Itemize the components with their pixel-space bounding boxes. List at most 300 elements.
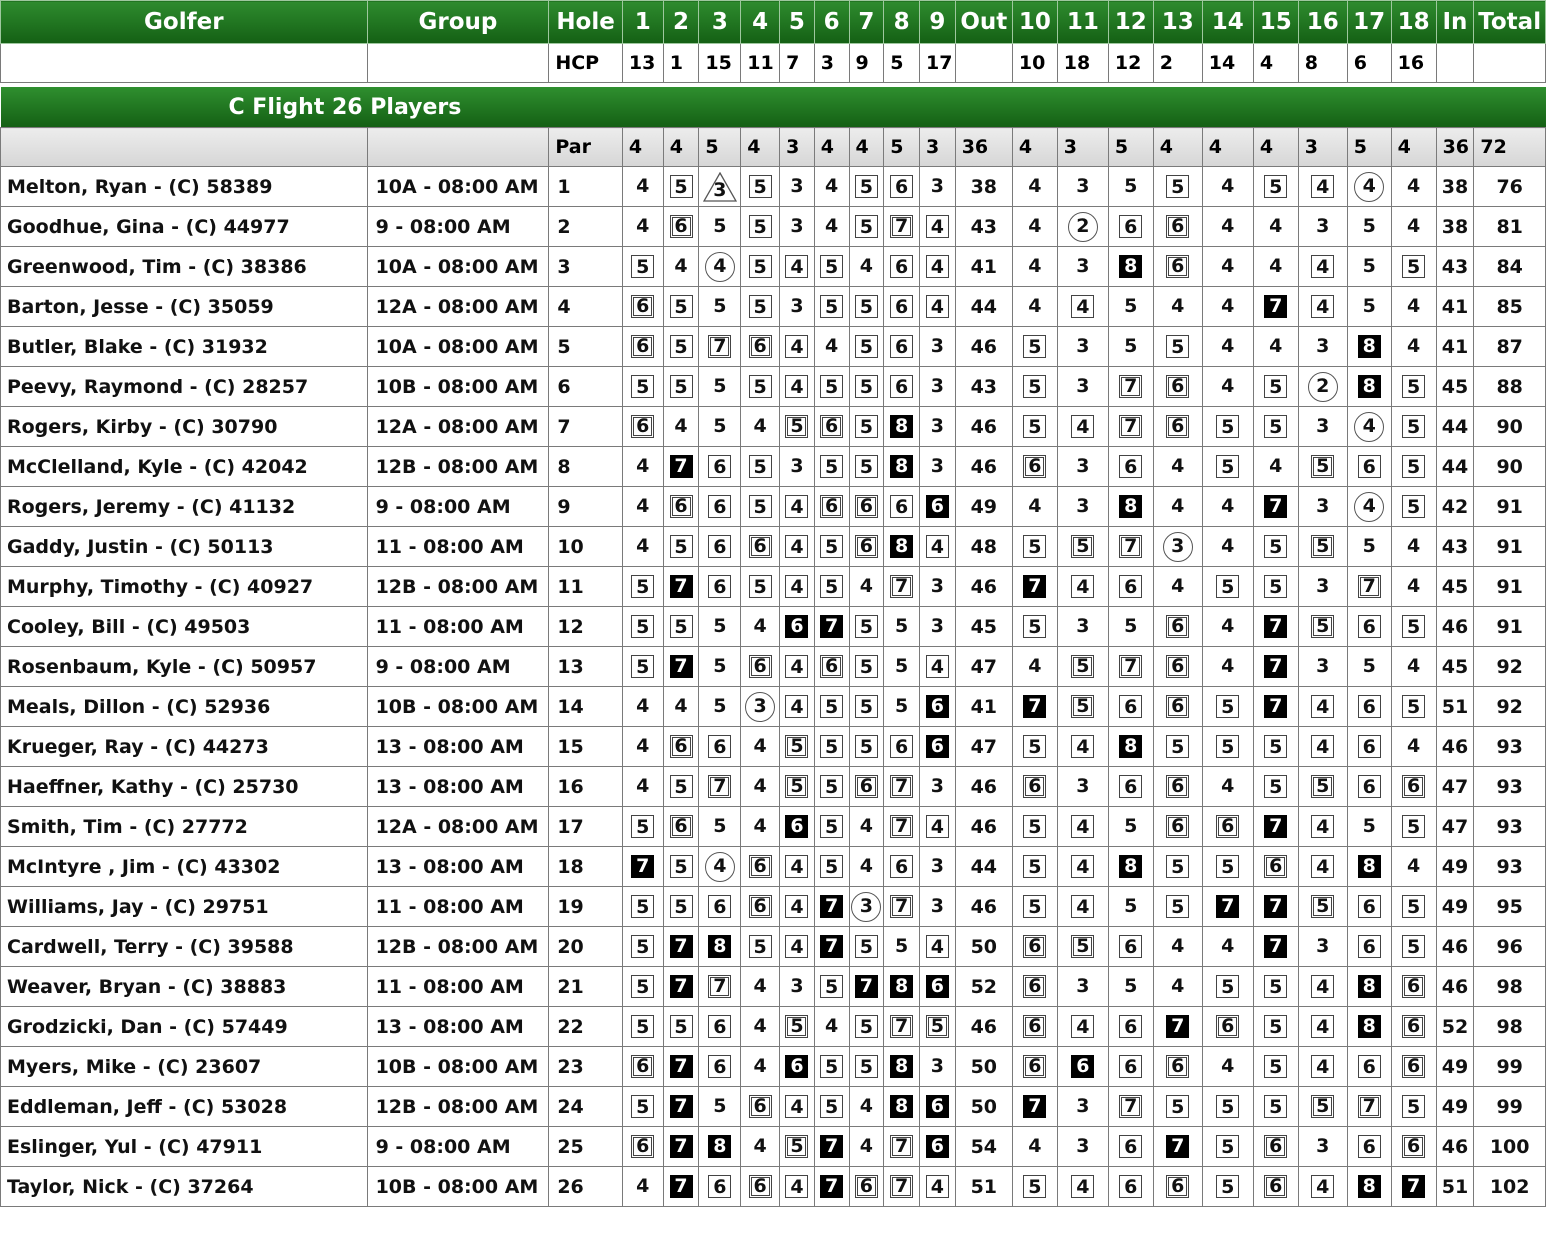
hole-score (1012, 487, 1057, 527)
hole-score (1253, 167, 1298, 207)
score-value: 5 (713, 695, 727, 717)
player-row[interactable] (1, 287, 1546, 327)
hole-score (1253, 567, 1298, 607)
hole-score (1347, 287, 1391, 327)
score-value: 5 (1023, 895, 1046, 918)
score-value: 6 (1166, 815, 1189, 838)
hole-score (1202, 607, 1253, 647)
score-value: 4 (785, 855, 808, 878)
hole-score (1253, 967, 1298, 1007)
score-value: 7 (1264, 935, 1287, 958)
par-cell: 4 (741, 128, 780, 167)
score-value: 6 (708, 535, 731, 558)
score-value: 5 (713, 615, 727, 637)
hole-score (1012, 247, 1057, 287)
hole-score (1057, 607, 1108, 647)
player-name[interactable]: Gaddy, Justin - (C) 50113 (1, 527, 368, 567)
score-value: 5 (855, 175, 878, 198)
player-name[interactable]: Cooley, Bill - (C) 49503 (1, 607, 368, 647)
score-value: 6 (890, 855, 913, 878)
score-value: 5 (749, 935, 772, 958)
hole-score (699, 447, 741, 487)
score-value: 6 (1216, 1015, 1239, 1038)
score-value: 5 (855, 735, 878, 758)
score-value: 5 (1216, 575, 1239, 598)
hole-score (1057, 807, 1108, 847)
player-name[interactable]: Eslinger, Yul - (C) 47911 (1, 1127, 368, 1167)
hole-score (849, 1167, 884, 1207)
hole-score (919, 527, 955, 567)
player-row[interactable] (1, 1007, 1546, 1047)
score-value: 4 (1221, 615, 1235, 637)
score-value: 4 (926, 655, 949, 678)
score-value: 3 (1316, 215, 1330, 237)
player-name[interactable]: Weaver, Bryan - (C) 38883 (1, 967, 368, 1007)
player-group: 10B - 08:00 AM (367, 367, 549, 407)
score-value: 3 (930, 895, 944, 917)
player-group: 10A - 08:00 AM (367, 327, 549, 367)
player-row[interactable] (1, 767, 1546, 807)
player-row[interactable] (1, 1167, 1546, 1207)
hole-score (699, 247, 741, 287)
score-value: 4 (859, 855, 873, 877)
hole-score (741, 1007, 780, 1047)
hole-score (1108, 247, 1153, 287)
player-row[interactable] (1, 887, 1546, 927)
hcp-cell: 12 (1108, 44, 1153, 83)
player-name[interactable]: Melton, Ryan - (C) 58389 (1, 167, 368, 207)
hole-header-17: 17 (1347, 1, 1391, 44)
hole-score (919, 447, 955, 487)
hole-score (1153, 887, 1202, 927)
hole-score (1202, 807, 1253, 847)
score-value: 5 (749, 255, 772, 278)
score-value: 6 (1358, 615, 1381, 638)
score-value: 4 (1071, 575, 1094, 598)
hole-score (814, 1167, 849, 1207)
total-score: 90 (1474, 407, 1546, 447)
score-value: 6 (1023, 1055, 1046, 1078)
hole-score (1253, 887, 1298, 927)
hole-score (699, 887, 741, 927)
score-value: 3 (1076, 455, 1090, 477)
score-value: 7 (1216, 895, 1239, 918)
score-value: 3 (1316, 495, 1330, 517)
player-name[interactable]: Haeffner, Kathy - (C) 25730 (1, 767, 368, 807)
hole-score (1298, 367, 1347, 407)
hole-score (919, 207, 955, 247)
hole-score (1202, 967, 1253, 1007)
hole-score (1391, 1007, 1436, 1047)
score-value: 6 (749, 1175, 772, 1198)
hole-header-7: 7 (849, 1, 884, 44)
in-score: 49 (1436, 1087, 1474, 1127)
score-value: 5 (855, 415, 878, 438)
score-value: 7 (670, 1175, 693, 1198)
player-group: 10A - 08:00 AM (367, 247, 549, 287)
player-name[interactable]: Rogers, Jeremy - (C) 41132 (1, 487, 368, 527)
player-row[interactable] (1, 407, 1546, 447)
score-value: 5 (1264, 175, 1287, 198)
hole-score (1298, 207, 1347, 247)
in-score: 43 (1436, 247, 1474, 287)
score-value: 7 (1119, 415, 1142, 438)
score-value: 3 (1076, 335, 1090, 357)
score-value: 4 (1311, 1055, 1334, 1078)
hole-score (1391, 487, 1436, 527)
score-value: 5 (820, 1055, 843, 1078)
player-row[interactable] (1, 847, 1546, 887)
player-name[interactable]: Murphy, Timothy - (C) 40927 (1, 567, 368, 607)
score-value: 4 (785, 695, 808, 718)
player-name[interactable]: McClelland, Kyle - (C) 42042 (1, 447, 368, 487)
hole-score (814, 1087, 849, 1127)
player-row[interactable] (1, 967, 1546, 1007)
score-value: 4 (1071, 415, 1094, 438)
hole-score (780, 1087, 815, 1127)
player-name[interactable]: Rogers, Kirby - (C) 30790 (1, 407, 368, 447)
score-value: 6 (1119, 1055, 1142, 1078)
score-value: 6 (631, 295, 654, 318)
hole-score (919, 647, 955, 687)
group-header[interactable]: Group (367, 1, 549, 44)
player-row[interactable] (1, 487, 1546, 527)
score-value: 4 (1171, 575, 1185, 597)
score-value: 4 (1171, 975, 1185, 997)
score-value: 5 (749, 495, 772, 518)
score-value: 4 (785, 1175, 808, 1198)
player-name[interactable]: Cardwell, Terry - (C) 39588 (1, 927, 368, 967)
hole-score (1347, 1007, 1391, 1047)
hole-score (741, 1127, 780, 1167)
hole-score (622, 1047, 663, 1087)
score-value: 5 (1264, 575, 1287, 598)
hcp-cell: 1 (663, 44, 699, 83)
score-value: 6 (1119, 215, 1142, 238)
player-name[interactable]: Rosenbaum, Kyle - (C) 50957 (1, 647, 368, 687)
score-value: 5 (631, 935, 654, 958)
score-value: 3 (1316, 575, 1330, 597)
hole-score (741, 287, 780, 327)
player-row[interactable] (1, 247, 1546, 287)
score-value: 5 (749, 575, 772, 598)
hole-score (1012, 447, 1057, 487)
score-value: 6 (1264, 1135, 1287, 1158)
hole-score (1253, 247, 1298, 287)
player-row[interactable] (1, 207, 1546, 247)
score-value: 5 (1402, 1095, 1425, 1118)
player-group: 12A - 08:00 AM (367, 407, 549, 447)
hole-score (1108, 367, 1153, 407)
score-value: 7 (1166, 1135, 1189, 1158)
score-value: 4 (636, 495, 650, 517)
hole-score (814, 447, 849, 487)
hole-score (1298, 807, 1347, 847)
player-position: 26 (549, 1167, 623, 1207)
hole-score (1202, 207, 1253, 247)
in-score: 46 (1436, 607, 1474, 647)
score-value: 4 (859, 815, 873, 837)
hole-score (1012, 887, 1057, 927)
score-value: 6 (749, 1095, 772, 1118)
score-value: 6 (926, 1135, 949, 1158)
hole-score (622, 1167, 663, 1207)
hole-score (1253, 727, 1298, 767)
hole-score (1012, 167, 1057, 207)
player-name[interactable]: Greenwood, Tim - (C) 38386 (1, 247, 368, 287)
score-value: 4 (1221, 255, 1235, 277)
score-value: 6 (631, 1055, 654, 1078)
score-value: 6 (749, 855, 772, 878)
score-value: 5 (1124, 895, 1138, 917)
hole-score (1153, 407, 1202, 447)
score-value: 6 (1166, 255, 1189, 278)
score-value: 6 (1071, 1055, 1094, 1078)
player-name[interactable]: Butler, Blake - (C) 31932 (1, 327, 368, 367)
player-row[interactable] (1, 927, 1546, 967)
score-value: 7 (820, 895, 843, 918)
score-value: 5 (631, 575, 654, 598)
player-row[interactable] (1, 647, 1546, 687)
par-cell: 36 (955, 128, 1012, 167)
score-value: 7 (1119, 655, 1142, 678)
hole-score (699, 407, 741, 447)
hole-header: Hole (549, 1, 623, 44)
player-name[interactable]: Myers, Mike - (C) 23607 (1, 1047, 368, 1087)
score-value: 5 (855, 215, 878, 238)
player-row[interactable] (1, 447, 1546, 487)
score-value: 4 (1269, 215, 1283, 237)
in-score: 43 (1436, 527, 1474, 567)
score-value: 5 (1124, 295, 1138, 317)
hole-score (814, 567, 849, 607)
hole-score (663, 247, 699, 287)
player-row[interactable] (1, 1047, 1546, 1087)
score-value: 6 (1358, 775, 1381, 798)
player-row[interactable] (1, 727, 1546, 767)
score-value: 6 (708, 1055, 731, 1078)
hole-score (1347, 207, 1391, 247)
player-group: 11 - 08:00 AM (367, 607, 549, 647)
score-value: 4 (859, 1095, 873, 1117)
score-value: 3 (745, 692, 775, 722)
score-value: 6 (1023, 975, 1046, 998)
hole-score (741, 1047, 780, 1087)
player-name[interactable]: McIntyre , Jim - (C) 43302 (1, 847, 368, 887)
score-value: 6 (708, 735, 731, 758)
score-value: 4 (636, 455, 650, 477)
player-row[interactable] (1, 567, 1546, 607)
score-value: 4 (1311, 855, 1334, 878)
player-row[interactable] (1, 367, 1546, 407)
score-value: 4 (825, 175, 839, 197)
score-value: 5 (1311, 455, 1334, 478)
in-score: 45 (1436, 647, 1474, 687)
hole-score (814, 527, 849, 567)
score-value: 5 (820, 535, 843, 558)
score-value: 5 (670, 775, 693, 798)
score-value: 8 (890, 1055, 913, 1078)
hole-score (814, 1127, 849, 1167)
in-score: 38 (1436, 167, 1474, 207)
score-value: 4 (1406, 535, 1421, 557)
hole-score (814, 847, 849, 887)
score-value: 7 (670, 455, 693, 478)
player-name[interactable]: Goodhue, Gina - (C) 44977 (1, 207, 368, 247)
score-value: 7 (708, 335, 731, 358)
score-value: 5 (785, 735, 808, 758)
score-value: 5 (855, 655, 878, 678)
score-value: 4 (1311, 1015, 1334, 1038)
score-value: 5 (1362, 255, 1376, 277)
score-value: 7 (1264, 615, 1287, 638)
hole-score (663, 727, 699, 767)
total-score: 95 (1474, 887, 1546, 927)
hole-header-5: 5 (780, 1, 815, 44)
score-value: 6 (749, 335, 772, 358)
hole-score (1253, 767, 1298, 807)
score-value: 5 (1311, 1095, 1334, 1118)
score-value: 6 (1166, 695, 1189, 718)
hole-score (1057, 1167, 1108, 1207)
player-row[interactable] (1, 1127, 1546, 1167)
hole-score (780, 967, 815, 1007)
score-value: 5 (894, 615, 909, 637)
player-position: 1 (549, 167, 623, 207)
hole-score (663, 1087, 699, 1127)
player-name[interactable]: Meals, Dillon - (C) 52936 (1, 687, 368, 727)
hole-score (1298, 567, 1347, 607)
score-value: 6 (890, 375, 913, 398)
score-value: 5 (1216, 695, 1239, 718)
score-value: 4 (1221, 935, 1235, 957)
hole-score (1253, 1047, 1298, 1087)
player-name[interactable]: Barton, Jesse - (C) 35059 (1, 287, 368, 327)
hole-score (1202, 327, 1253, 367)
player-position: 13 (549, 647, 623, 687)
score-value: 3 (930, 575, 944, 597)
player-row[interactable] (1, 607, 1546, 647)
score-value: 4 (1171, 495, 1185, 517)
score-value: 5 (1216, 735, 1239, 758)
player-row[interactable] (1, 167, 1546, 207)
player-name[interactable]: Grodzicki, Dan - (C) 57449 (1, 1007, 368, 1047)
score-value: 6 (1166, 415, 1189, 438)
hole-score (1057, 367, 1108, 407)
hole-score (622, 1087, 663, 1127)
score-value: 5 (713, 375, 727, 397)
player-name[interactable]: Smith, Tim - (C) 27772 (1, 807, 368, 847)
score-value: 5 (1264, 1055, 1287, 1078)
hole-score (1298, 1167, 1347, 1207)
score-value: 5 (820, 975, 843, 998)
score-value: 7 (890, 215, 913, 238)
score-value: 8 (1358, 1015, 1381, 1038)
score-value: 5 (1124, 175, 1138, 197)
score-value: 6 (708, 455, 731, 478)
hole-score (1347, 407, 1391, 447)
hole-score (1202, 287, 1253, 327)
hole-score (1153, 967, 1202, 1007)
player-position: 23 (549, 1047, 623, 1087)
score-value: 7 (1264, 895, 1287, 918)
hole-score (1347, 727, 1391, 767)
player-row[interactable] (1, 687, 1546, 727)
hole-score (884, 607, 920, 647)
player-group: 10B - 08:00 AM (367, 687, 549, 727)
hole-score (1108, 647, 1153, 687)
score-value: 5 (749, 375, 772, 398)
score-value: 7 (890, 575, 913, 598)
hole-score (1202, 527, 1253, 567)
player-name[interactable]: Taylor, Nick - (C) 37264 (1, 1167, 368, 1207)
total-score: 99 (1474, 1087, 1546, 1127)
player-group: 9 - 08:00 AM (367, 1127, 549, 1167)
golfer-header[interactable]: Golfer (1, 1, 368, 44)
hcp-cell: 9 (849, 44, 884, 83)
out-score: 46 (955, 887, 1012, 927)
out-score: 50 (955, 1087, 1012, 1127)
score-value: 5 (1402, 615, 1425, 638)
score-value: 5 (1311, 535, 1334, 558)
score-value: 8 (1119, 735, 1142, 758)
par-cell: 5 (699, 128, 741, 167)
player-name[interactable]: Peevy, Raymond - (C) 28257 (1, 367, 368, 407)
score-value: 7 (1119, 1095, 1142, 1118)
in-score: 51 (1436, 687, 1474, 727)
hole-score (1253, 327, 1298, 367)
par-cell: 5 (1108, 128, 1153, 167)
player-group: 12B - 08:00 AM (367, 927, 549, 967)
player-name[interactable]: Williams, Jay - (C) 29751 (1, 887, 368, 927)
player-row[interactable] (1, 327, 1546, 367)
hcp-cell: 14 (1202, 44, 1253, 83)
player-group: 9 - 08:00 AM (367, 647, 549, 687)
player-row[interactable] (1, 807, 1546, 847)
hole-score (1108, 1127, 1153, 1167)
player-name[interactable]: Krueger, Ray - (C) 44273 (1, 727, 368, 767)
hole-score (814, 607, 849, 647)
hole-score (1298, 647, 1347, 687)
score-value: 4 (785, 495, 808, 518)
hole-score (1153, 1007, 1202, 1047)
score-value: 6 (1402, 775, 1425, 798)
hole-score (884, 487, 920, 527)
score-value: 6 (1119, 695, 1142, 718)
player-row[interactable] (1, 527, 1546, 567)
hole-score (849, 1127, 884, 1167)
score-value: 5 (670, 1015, 693, 1038)
player-name[interactable]: Eddleman, Jeff - (C) 53028 (1, 1087, 368, 1127)
hole-score (1253, 367, 1298, 407)
hole-score (1012, 207, 1057, 247)
hole-score (814, 887, 849, 927)
par-cell: 4 (663, 128, 699, 167)
par-cell: 5 (884, 128, 920, 167)
in-score: 49 (1436, 1047, 1474, 1087)
score-value: 6 (708, 575, 731, 598)
player-position: 6 (549, 367, 623, 407)
score-value: 8 (890, 455, 913, 478)
score-value: 5 (749, 215, 772, 238)
hole-score (622, 327, 663, 367)
score-value: 6 (855, 775, 878, 798)
par-cell: 4 (814, 128, 849, 167)
hole-score (1057, 1007, 1108, 1047)
player-row[interactable] (1, 1087, 1546, 1127)
hcp-blank-golfer (1, 44, 368, 83)
hole-score (884, 207, 920, 247)
